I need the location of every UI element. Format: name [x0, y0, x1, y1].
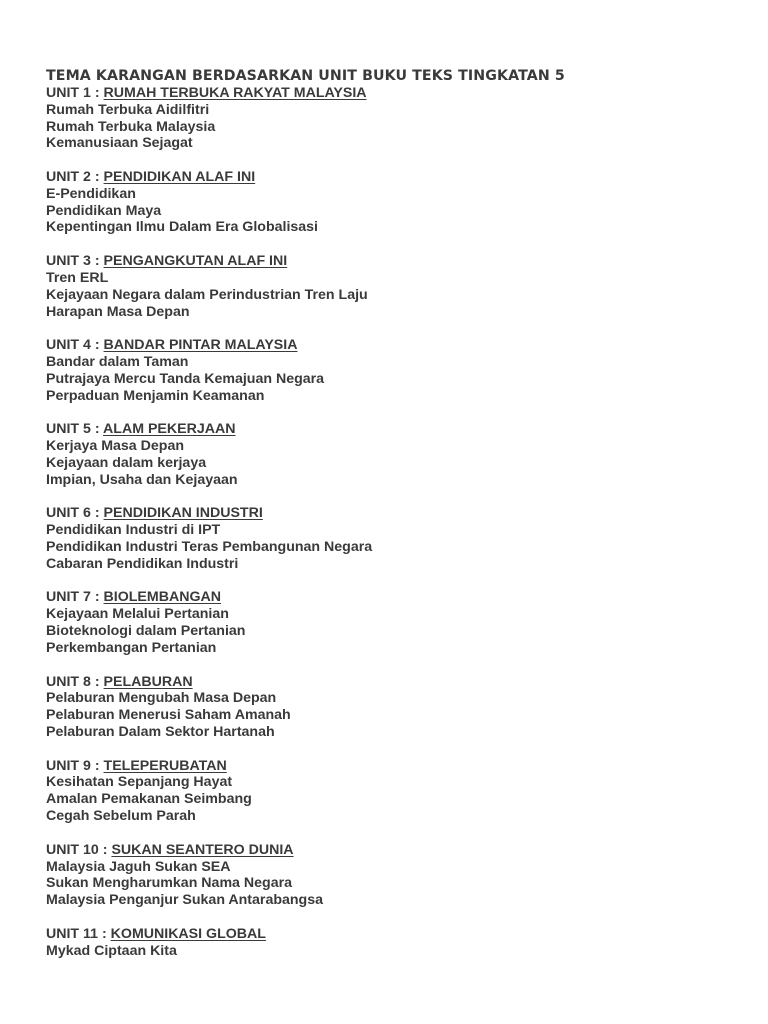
- topic-item: Perkembangan Pertanian: [46, 639, 217, 656]
- topic-item: Pelaburan Mengubah Masa Depan: [46, 690, 277, 707]
- unit-number: UNIT 3: [46, 253, 91, 270]
- unit-heading: UNIT 11 : KOMUNIKASI GLOBAL: [46, 925, 266, 942]
- unit-section: [46, 926, 736, 960]
- topic-item: Kejayaan dalam kerjaya: [46, 454, 207, 471]
- topic-item: Bandar dalam Taman: [46, 354, 189, 371]
- topic-item: Kejayaan Melalui Pertanian: [46, 606, 229, 623]
- topic-item: Sukan Mengharumkan Nama Negara: [46, 875, 292, 892]
- topic-item: E-Pendidikan: [46, 185, 136, 202]
- topic-item: Rumah Terbuka Aidilfitri: [46, 101, 210, 118]
- unit-section: [46, 674, 736, 741]
- unit-title: PENDIDIKAN ALAF INI: [103, 169, 256, 186]
- unit-title: PELABURAN: [103, 673, 193, 690]
- unit-number: UNIT 1: [46, 85, 91, 101]
- unit-heading: UNIT 6 : PENDIDIKAN INDUSTRI: [46, 505, 263, 522]
- topic-item: Mykad Ciptaan Kita: [46, 942, 177, 959]
- unit-section: [46, 421, 736, 488]
- topic-item: Kepentingan Ilmu Dalam Era Globalisasi: [46, 219, 319, 236]
- unit-section: [46, 505, 736, 572]
- unit-number: UNIT 2: [46, 169, 91, 186]
- unit-number: UNIT 9: [46, 757, 91, 774]
- topic-item: Kesihatan Sepanjang Hayat: [46, 774, 233, 791]
- unit-section: [46, 85, 736, 152]
- topic-item: Pelaburan Dalam Sektor Hartanah: [46, 723, 275, 740]
- unit-section: [46, 758, 736, 825]
- unit-heading: UNIT 3 : PENGANGKUTAN ALAF INI: [46, 253, 288, 270]
- unit-section: [46, 253, 736, 320]
- unit-title: KOMUNIKASI GLOBAL: [110, 925, 266, 942]
- document-page: [46, 67, 736, 976]
- unit-number: UNIT 4: [46, 337, 91, 354]
- unit-title: PENDIDIKAN INDUSTRI: [103, 505, 263, 522]
- topic-item: Bioteknologi dalam Pertanian: [46, 623, 246, 640]
- unit-heading: UNIT 9 : TELEPERUBATAN: [46, 757, 227, 774]
- unit-title: ALAM PEKERJAAN: [103, 421, 236, 438]
- unit-section: [46, 169, 736, 236]
- topic-item: Tren ERL: [46, 269, 109, 286]
- topic-item: Harapan Masa Depan: [46, 303, 190, 320]
- document-title: TEMA KARANGAN BERDASARKAN UNIT BUKU TEKS TINGKATAN 5: [46, 68, 565, 84]
- unit-title: PENGANGKUTAN ALAF INI: [103, 253, 288, 270]
- topic-item: Amalan Pemakanan Seimbang: [46, 791, 252, 808]
- topic-item: Malaysia Penganjur Sukan Antarabangsa: [46, 892, 324, 909]
- unit-heading: UNIT 2 : PENDIDIKAN ALAF INI: [46, 169, 256, 186]
- unit-heading: UNIT 5 : ALAM PEKERJAAN: [46, 421, 236, 438]
- unit-number: UNIT 6: [46, 505, 91, 522]
- topic-item: Pendidikan Maya: [46, 202, 162, 219]
- unit-heading: UNIT 7 : BIOLEMBANGAN: [46, 589, 221, 606]
- unit-title: TELEPERUBATAN: [103, 757, 227, 774]
- topic-item: Cabaran Pendidikan Industri: [46, 555, 239, 572]
- unit-number: UNIT 5: [46, 421, 91, 438]
- unit-list: [46, 85, 736, 959]
- unit-title: SUKAN SEANTERO DUNIA: [111, 841, 294, 858]
- topic-item: Kejayaan Negara dalam Perindustrian Tren Laju: [46, 286, 368, 303]
- unit-heading: UNIT 8 : PELABURAN: [46, 673, 193, 690]
- topic-item: Kemanusiaan Sejagat: [46, 135, 193, 152]
- topic-item: Pendidikan Industri di IPT: [46, 522, 221, 539]
- unit-number: UNIT 11: [46, 925, 99, 942]
- topic-item: Kerjaya Masa Depan: [46, 438, 185, 455]
- unit-number: UNIT 7: [46, 589, 91, 606]
- unit-heading: UNIT 10 : SUKAN SEANTERO DUNIA: [46, 841, 294, 858]
- unit-section: [46, 589, 736, 656]
- topic-item: Cegah Sebelum Parah: [46, 808, 196, 825]
- unit-title: BANDAR PINTAR MALAYSIA: [103, 337, 298, 354]
- unit-number: UNIT 10: [46, 841, 99, 858]
- unit-heading: UNIT 4 : BANDAR PINTAR MALAYSIA: [46, 337, 298, 354]
- topic-item: Malaysia Jaguh Sukan SEA: [46, 858, 231, 875]
- unit-title: RUMAH TERBUKA RAKYAT MALAYSIA: [103, 85, 367, 101]
- unit-number: UNIT 8: [46, 673, 91, 690]
- topic-item: Pendidikan Industri Teras Pembangunan Negara: [46, 538, 373, 555]
- topic-item: Putrajaya Mercu Tanda Kemajuan Negara: [46, 370, 325, 387]
- topic-item: Perpaduan Menjamin Keamanan: [46, 387, 265, 404]
- unit-section: [46, 337, 736, 404]
- unit-title: BIOLEMBANGAN: [103, 589, 221, 606]
- unit-heading: UNIT 1 : RUMAH TERBUKA RAKYAT MALAYSIA: [46, 85, 367, 101]
- unit-section: [46, 842, 736, 909]
- topic-item: Rumah Terbuka Malaysia: [46, 118, 216, 135]
- topic-item: Impian, Usaha dan Kejayaan: [46, 471, 238, 488]
- topic-item: Pelaburan Menerusi Saham Amanah: [46, 707, 291, 724]
